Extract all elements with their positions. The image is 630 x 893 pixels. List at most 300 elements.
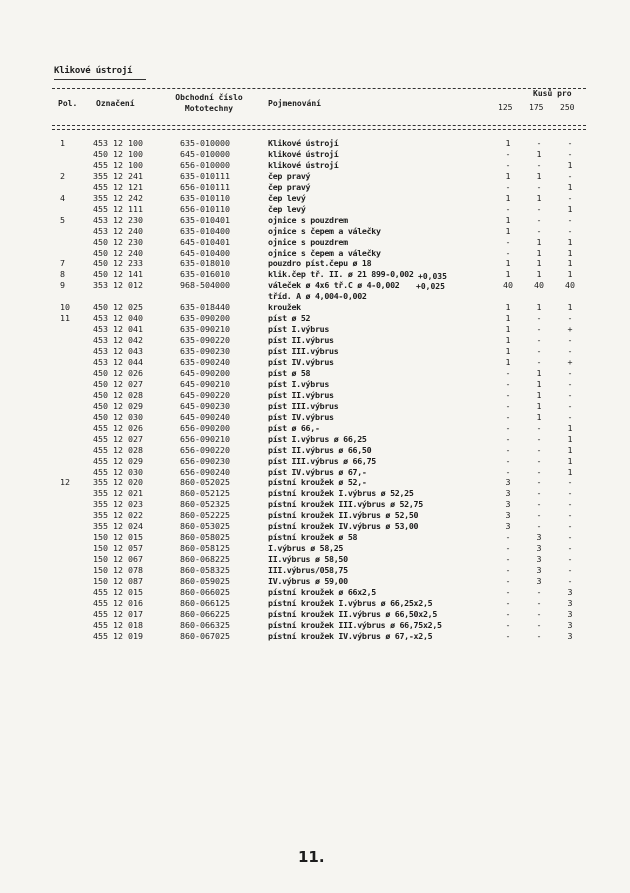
cell-k3: - [567,554,573,565]
cell-ozn: 450 12 029 [93,400,143,411]
cell-k2: 1 [536,236,542,247]
cell-poj: II.výbrus ø 58,50 [268,554,348,565]
cell-ozn: 455 12 028 [93,444,143,455]
cell-ozn: 150 12 057 [93,543,143,554]
cell-k1: 1 [505,357,511,367]
cell-k2: - [536,357,542,367]
table-row [0,215,630,226]
cell-k1: 1 [505,170,511,181]
cell-obch: 656-010110 [180,203,230,214]
cell-k2: 3 [536,565,542,576]
cell-ozn: 455 12 121 [93,181,143,192]
cell-obch: 656-090240 [180,466,230,477]
cell-k3: 3 [567,630,573,641]
cell-ozn: 455 12 015 [93,586,143,597]
cell-k1: - [505,247,511,258]
cell-poj: píst I.výbrus ø 66,25 [268,433,367,444]
table-row [0,532,630,543]
table-row [0,346,630,357]
cell-poj: tříd. A ø 4,004-0,002 [268,291,367,302]
cell-k3: 1 [567,247,573,258]
table-row [0,204,630,215]
cell-ozn: 455 12 017 [93,608,143,619]
cell-poj: pístní kroužek ø 66x2,5 [268,586,376,597]
cell-k2: - [536,586,542,597]
cell-poj: klik.čep tř. II. ø 21 899-0,002 [268,269,414,280]
cell-obch: 656-090220 [180,444,230,455]
table-row [0,313,630,324]
cell-pol: 7 [60,258,65,269]
cell-k2: 40 [534,280,544,291]
cell-ozn: 450 12 233 [93,258,143,269]
cell-k2: 1 [536,411,542,422]
cell-k1: 40 [503,280,513,291]
cell-k2: - [536,346,542,357]
table-row [0,237,630,248]
cell-poj: píst II.výbrus [268,389,334,400]
table-row [0,138,630,149]
cell-obch: 860-066025 [180,586,230,597]
cell-k2: - [536,422,542,433]
header-col-175: 175 [529,103,544,112]
cell-ozn: 455 12 026 [93,422,143,433]
header-obchodni-line1: Obchodní číslo [175,93,243,102]
header-obchodni-line2: Mototechny [184,104,234,113]
cell-k2: - [536,619,542,630]
header-bottom-rule-2 [52,129,586,130]
table-row [0,193,630,204]
table-row [0,477,630,488]
cell-k2: - [536,488,542,499]
section-title: Klikové ústrojí [54,66,133,76]
cell-obch: 656-090230 [180,455,230,466]
cell-k3: - [567,521,573,532]
cell-ozn: 450 12 100 [93,148,143,159]
cell-ozn: 455 12 027 [93,433,143,444]
cell-ozn: 355 12 022 [93,510,143,521]
cell-poj: ojnice s pouzdrem [268,236,348,247]
cell-poj: píst III.výbrus ø 66,75 [268,455,376,466]
cell-k3: 1 [567,433,573,444]
cell-poj: píst ø 52 [268,313,311,324]
cell-k1: - [505,203,511,214]
cell-poj: III.výbrus/058,75 [268,565,348,576]
cell-k2: 1 [536,378,542,389]
table-row [0,401,630,412]
table-row [0,390,630,401]
table-row [0,598,630,609]
cell-k1: 1 [505,302,511,313]
cell-pol: 8 [60,269,65,280]
cell-k2: - [536,499,542,510]
table-row [0,291,630,302]
cell-poj: pístní kroužek III.výbrus ø 66,75x2,5 [268,619,442,630]
cell-k2: - [536,313,542,324]
cell-obch: 635-010110 [180,192,230,203]
cell-ozn: 355 12 242 [93,192,143,203]
cell-k2: - [536,477,542,488]
cell-k3: 1 [567,203,573,214]
cell-ozn: 455 12 019 [93,630,143,641]
header-top-rule [52,88,586,89]
cell-poj: váleček ø 4x6 tř.C ø 4-0,002 [268,280,400,291]
cell-k1: 3 [505,510,511,521]
cell-k1: 3 [505,499,511,510]
cell-poj: píst II.výbrus ø 66,50 [268,444,372,455]
tolerance-lower: +0,025 [416,282,445,291]
cell-pol: 2 [60,170,65,181]
cell-k3: - [567,532,573,543]
cell-k1: - [505,466,511,477]
cell-k3: - [567,565,573,576]
table-row [0,521,630,532]
cell-ozn: 450 12 141 [93,269,143,280]
cell-obch: 635-010111 [180,170,230,181]
cell-obch: 656-090200 [180,422,230,433]
header-col-125: 125 [498,103,513,112]
cell-k2: - [536,138,542,148]
cell-k3: - [567,367,573,378]
cell-obch: 860-066125 [180,597,230,608]
table-row [0,445,630,456]
header-pol: Pol. [58,99,78,108]
cell-ozn: 450 12 240 [93,247,143,258]
title-underline [54,79,146,80]
cell-obch: 656-010111 [180,181,230,192]
cell-obch: 635-018010 [180,258,230,269]
table-row [0,543,630,554]
cell-k1: - [505,630,511,641]
cell-k1: - [505,389,511,400]
cell-k2: 1 [536,170,542,181]
table-row [0,324,630,335]
cell-k2: - [536,181,542,192]
cell-poj: pístní kroužek IV.výbrus ø 53,00 [268,521,419,532]
cell-ozn: 455 12 100 [93,159,143,170]
cell-pol: 1 [60,138,65,148]
table-row [0,357,630,368]
cell-k1: - [505,619,511,630]
cell-k1: - [505,400,511,411]
table-row [0,587,630,598]
header-bottom-rule [52,125,586,126]
cell-poj: I.výbrus ø 58,25 [268,543,344,554]
cell-k3: - [567,335,573,346]
cell-k3: - [567,576,573,586]
table-row [0,467,630,478]
cell-poj: čep levý [268,192,306,203]
table-row [0,149,630,160]
cell-k1: - [505,608,511,619]
cell-ozn: 453 12 040 [93,313,143,324]
cell-k2: 1 [536,269,542,280]
cell-k1: 1 [505,269,511,280]
cell-poj: píst I.výbrus [268,378,330,389]
cell-poj: klikové ústrojí [268,159,339,170]
table-row [0,412,630,423]
table-row [0,631,630,642]
cell-ozn: 453 12 240 [93,225,143,236]
table-row [0,171,630,182]
table-row [0,576,630,587]
cell-k2: - [536,466,542,477]
cell-poj: píst IV.výbrus ø 67,- [268,466,367,477]
cell-k2: 1 [536,400,542,411]
table-row [0,269,630,280]
cell-k2: - [536,433,542,444]
cell-obch: 860-058325 [180,565,230,576]
cell-poj: pístní kroužek ø 52,- [268,477,367,488]
cell-k3: + [567,357,573,367]
cell-k3: 1 [567,466,573,477]
cell-k1: 1 [505,346,511,357]
cell-k2: 1 [536,389,542,400]
cell-poj: čep pravý [268,181,311,192]
cell-obch: 645-090200 [180,367,230,378]
cell-k3: - [567,543,573,554]
cell-k2: - [536,203,542,214]
cell-obch: 635-090230 [180,346,230,357]
cell-ozn: 453 12 100 [93,138,143,148]
header-obchodni-cislo [166,92,252,114]
cell-k1: - [505,236,511,247]
cell-poj: ojnice s pouzdrem [268,214,348,225]
table-row [0,456,630,467]
cell-k3: - [567,170,573,181]
cell-poj: pístní kroužek II.výbrus ø 52,50 [268,510,419,521]
cell-obch: 860-066225 [180,608,230,619]
cell-k1: - [505,543,511,554]
table-row [0,499,630,510]
cell-obch: 635-090210 [180,324,230,335]
table-row [0,510,630,521]
cell-k2: - [536,630,542,641]
cell-k1: 1 [505,335,511,346]
cell-obch: 645-090240 [180,411,230,422]
cell-k2: - [536,521,542,532]
cell-k2: 1 [536,367,542,378]
table-row [0,488,630,499]
table-row [0,423,630,434]
table-row [0,565,630,576]
cell-k2: 1 [536,192,542,203]
cell-k3: 40 [565,280,575,291]
cell-obch: 860-058125 [180,543,230,554]
cell-k1: - [505,159,511,170]
cell-ozn: 455 12 111 [93,203,143,214]
cell-poj: pístní kroužek II.výbrus ø 66,50x2,5 [268,608,438,619]
cell-ozn: 453 12 041 [93,324,143,335]
cell-pol: 11 [60,313,70,324]
cell-k3: - [567,346,573,357]
cell-k2: 1 [536,148,542,159]
cell-k3: - [567,510,573,521]
cell-k2: - [536,444,542,455]
table-row [0,335,630,346]
cell-obch: 645-090230 [180,400,230,411]
cell-ozn: 355 12 023 [93,499,143,510]
cell-poj: píst ø 58 [268,367,311,378]
cell-k1: - [505,455,511,466]
cell-pol: 12 [60,477,70,488]
cell-obch: 635-018440 [180,302,230,313]
cell-k2: 1 [536,302,542,313]
header-kusu-pro: Kusů pro [533,89,572,98]
cell-obch: 656-010000 [180,159,230,170]
cell-k1: 3 [505,521,511,532]
cell-ozn: 150 12 067 [93,554,143,565]
cell-k3: 3 [567,586,573,597]
cell-poj: píst III.výbrus [268,400,339,411]
cell-obch: 635-090240 [180,357,230,367]
cell-ozn: 450 12 230 [93,236,143,247]
cell-obch: 860-068225 [180,554,230,565]
table-row [0,182,630,193]
cell-k1: - [505,378,511,389]
cell-pol: 9 [60,280,65,291]
table-row [0,280,630,291]
cell-ozn: 453 12 044 [93,357,143,367]
cell-ozn: 450 12 028 [93,389,143,400]
cell-k1: - [505,422,511,433]
cell-k2: 1 [536,247,542,258]
cell-k3: 1 [567,455,573,466]
cell-k1: 3 [505,477,511,488]
cell-k1: 1 [505,138,511,148]
cell-k1: - [505,444,511,455]
page-number: 11. [298,848,325,866]
cell-k3: - [567,225,573,236]
cell-k3: - [567,138,573,148]
cell-k3: 1 [567,236,573,247]
cell-ozn: 355 12 021 [93,488,143,499]
cell-ozn: 353 12 012 [93,280,143,291]
cell-k3: 1 [567,444,573,455]
cell-k1: - [505,576,511,586]
header-oznaceni: Označení [96,99,135,108]
cell-ozn: 150 12 078 [93,565,143,576]
cell-pol: 5 [60,214,65,225]
cell-poj: pístní kroužek ø 58 [268,532,358,543]
cell-k1: 1 [505,324,511,335]
cell-obch: 645-010000 [180,148,230,159]
cell-poj: pouzdro píst.čepu ø 18 [268,258,372,269]
cell-k1: - [505,586,511,597]
cell-k1: 1 [505,225,511,236]
cell-k2: - [536,335,542,346]
cell-obch: 635-090200 [180,313,230,324]
cell-k1: - [505,411,511,422]
cell-ozn: 150 12 087 [93,576,143,586]
cell-k2: 3 [536,554,542,565]
cell-poj: čep pravý [268,170,311,181]
cell-k1: - [505,367,511,378]
cell-ozn: 453 12 042 [93,335,143,346]
cell-obch: 860-066325 [180,619,230,630]
cell-poj: Klikové ústrojí [268,138,339,148]
cell-ozn: 450 12 027 [93,378,143,389]
table-row [0,434,630,445]
cell-poj: kroužek [268,302,301,313]
cell-obch: 645-090220 [180,389,230,400]
cell-ozn: 450 12 026 [93,367,143,378]
cell-k1: - [505,532,511,543]
cell-k3: - [567,411,573,422]
cell-k3: 1 [567,269,573,280]
table-row [0,226,630,237]
cell-k1: 1 [505,313,511,324]
cell-ozn: 455 12 030 [93,466,143,477]
table-row [0,302,630,313]
cell-k1: 1 [505,214,511,225]
cell-pol: 4 [60,192,65,203]
cell-obch: 860-052225 [180,510,230,521]
cell-obch: 860-067025 [180,630,230,641]
cell-ozn: 355 12 241 [93,170,143,181]
cell-k3: - [567,378,573,389]
cell-k2: - [536,510,542,521]
cell-poj: čep levý [268,203,306,214]
cell-k2: 3 [536,576,542,586]
table-row [0,554,630,565]
cell-k1: - [505,148,511,159]
cell-k1: - [505,181,511,192]
table-row [0,258,630,269]
cell-k1: - [505,597,511,608]
cell-poj: píst IV.výbrus [268,411,334,422]
cell-ozn: 450 12 030 [93,411,143,422]
cell-poj: IV.výbrus ø 59,00 [268,576,348,586]
cell-obch: 635-090220 [180,335,230,346]
cell-k2: - [536,324,542,335]
cell-k3: - [567,192,573,203]
cell-poj: píst I.výbrus [268,324,330,335]
cell-k3: - [567,477,573,488]
cell-k2: - [536,608,542,619]
cell-poj: ojnice s čepem a válečky [268,247,381,258]
cell-k3: + [567,324,573,335]
cell-k2: 3 [536,543,542,554]
cell-k3: 1 [567,258,573,269]
cell-k2: - [536,225,542,236]
cell-k3: - [567,389,573,400]
table-row [0,620,630,631]
cell-k1: 3 [505,488,511,499]
cell-obch: 635-010401 [180,214,230,225]
cell-obch: 860-053025 [180,521,230,532]
cell-poj: klikové ústrojí [268,148,339,159]
cell-obch: 635-010000 [180,138,230,148]
cell-k3: 1 [567,181,573,192]
cell-k3: - [567,313,573,324]
cell-k2: 3 [536,532,542,543]
cell-obch: 860-052325 [180,499,230,510]
cell-k2: 1 [536,258,542,269]
cell-ozn: 455 12 016 [93,597,143,608]
tolerance-upper: +0,035 [418,272,447,281]
cell-pol: 10 [60,302,70,313]
table-row [0,379,630,390]
cell-obch: 645-010400 [180,247,230,258]
cell-obch: 635-010400 [180,225,230,236]
cell-k1: - [505,433,511,444]
table-row [0,609,630,620]
cell-k1: 1 [505,258,511,269]
cell-k1: - [505,554,511,565]
cell-ozn: 455 12 029 [93,455,143,466]
cell-ozn: 455 12 018 [93,619,143,630]
cell-k1: - [505,565,511,576]
